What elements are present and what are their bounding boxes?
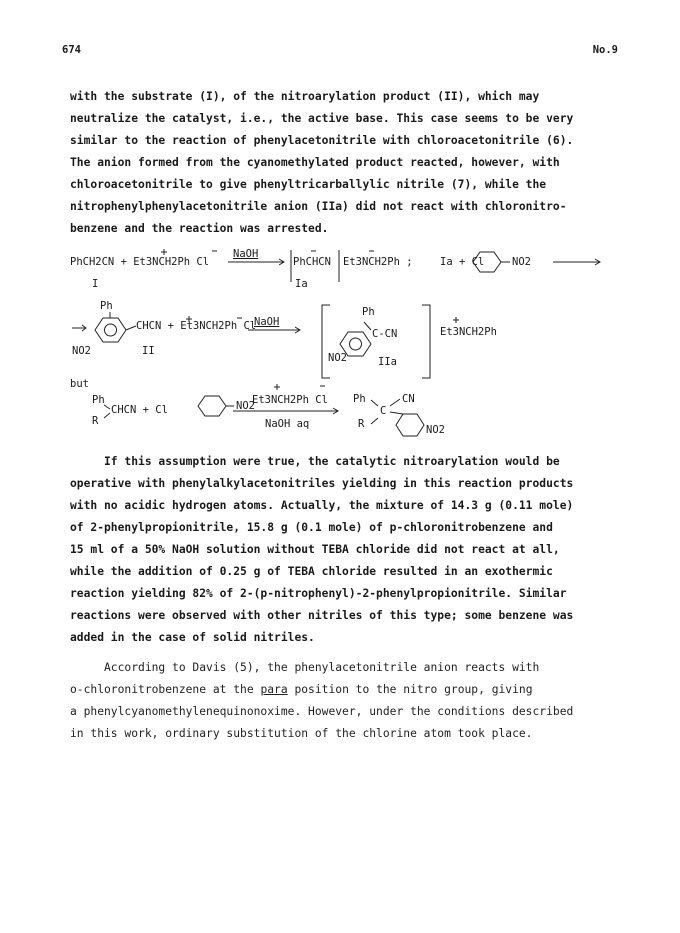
nitro-group: NO2 <box>328 352 347 364</box>
issue-number: No.9 <box>592 44 618 56</box>
para-italic: para <box>260 683 288 696</box>
scheme-r1-reactant: PhCH2CN + Et3NCH2Ph Cl <box>70 256 210 268</box>
benzene-ring <box>396 414 424 436</box>
scheme-r1-reagent: NaOH <box>233 248 259 260</box>
scheme-r1-next: Ia + Cl <box>440 256 485 268</box>
paragraph-3: According to Davis (5), the phenylacetonitrile anion reacts with o-chloronitrobenzene at the para position to the nitro group, giving a phenylcyanomethylenequinonoxime. However, under the conditions described in this work, ordinary substitution of the chlorine atom took place. <box>70 661 574 740</box>
scheme-r1-ion: Et3NCH2Ph ; <box>343 256 413 268</box>
nitro-group: NO2 <box>512 256 531 268</box>
benzene-ring <box>95 318 126 342</box>
benzene-ring <box>198 396 226 416</box>
scheme-r3-chcn: CHCN + Cl <box>111 404 168 416</box>
paragraph-2: If this assumption were true, the catalytic nitroarylation would be operative with phenylalkylacetonitriles yielding in this reaction products with no acidic hydrogen atoms. Actually, the mixture of 14.3 g (0.11 mole) of 2-phenylpropionitrile, 15.8 g (0.1 mole) of p-chloronitrobenzene and 15 ml of a 50% NaOH solution without TEBA chloride did not react at all, while the addition of 0.25 g of TEBA chloride resulted in an exothermic reaction yielding 82% of 2-(p-nitrophenyl)-2-phenylpropionitrile. Similar reactions were observed with other nitriles of this type; some benzene was added in the case of solid nitriles. <box>70 455 574 644</box>
label-II: II <box>142 345 155 357</box>
page-number: 674 <box>62 44 81 56</box>
scheme-r1-product: PhCHCN <box>293 256 331 268</box>
scheme-r2-ion: Et3NCH2Ph <box>440 326 497 338</box>
nitro-group: NO2 <box>72 345 91 357</box>
carbon-label: C <box>380 405 387 417</box>
phenyl-label: Ph <box>353 393 366 405</box>
r-group: R <box>92 415 99 427</box>
cyano-label: CN <box>402 393 415 405</box>
scheme-r2-rest: CHCN + Et3NCH2Ph Cl <box>136 320 257 332</box>
bracket-right <box>422 305 430 378</box>
label-I: I <box>92 278 99 290</box>
scheme-r3-catalyst: Et3NCH2Ph Cl <box>252 394 328 406</box>
scheme-r2-reagent: NaOH <box>254 316 280 328</box>
phenyl-label: Ph <box>92 394 105 406</box>
but-word: but <box>70 378 89 390</box>
bracket-left <box>322 305 330 378</box>
phenyl-label: Ph <box>100 300 113 312</box>
nitro-group: NO2 <box>236 400 255 412</box>
scheme-c-cn: C-CN <box>372 328 398 340</box>
label-Ia: Ia <box>295 278 308 290</box>
nitro-group: NO2 <box>426 424 445 436</box>
scheme-r3-base: NaOH aq <box>265 418 310 430</box>
r-group: R <box>358 418 365 430</box>
phenyl-label: Ph <box>362 306 375 318</box>
paragraph-1: with the substrate (I), of the nitroarylation product (II), which may neutralize the catalyst, i.e., the active base. This case seems to be very similar to the reaction of phenylacetonitrile with chloroacetonitrile (6). The anion formed from the cyanomethylated product reacted, however, with chloroacetonitrile to give phenyltricarballylic nitrile (7), while the nitrophenylphenylacetonitrile anion (IIa) did not react with chloronitro- benzene and the reaction was arrested. <box>70 90 574 235</box>
label-IIa: IIa <box>378 356 397 368</box>
